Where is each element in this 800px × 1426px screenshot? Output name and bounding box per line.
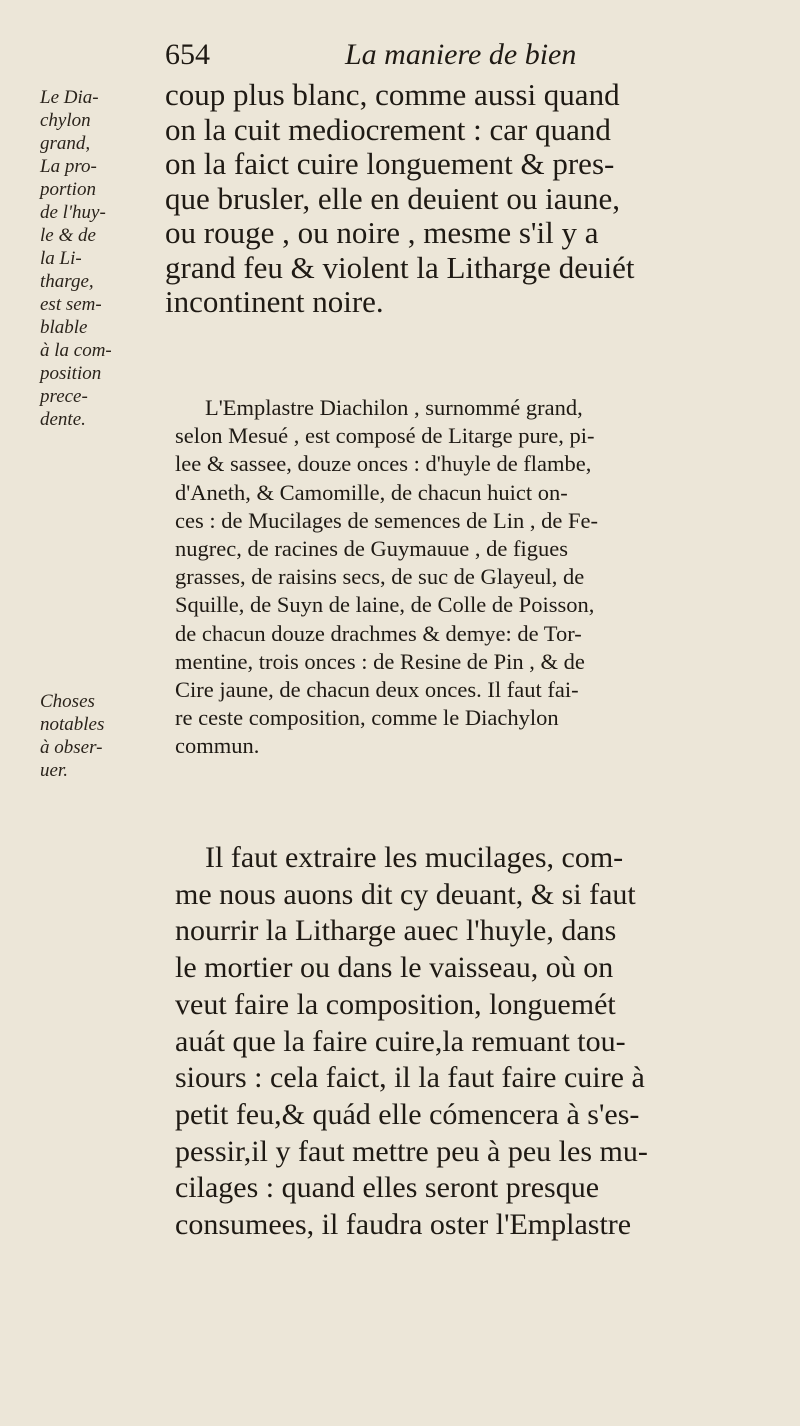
page-header [165,38,765,78]
text-line: que brusler, elle en deuient ou iaune, [165,180,620,216]
margin-line: la Li- [40,248,82,269]
paragraph-mucilages [175,840,785,1244]
margin-line: prece- [40,386,88,407]
text-line: coup plus blanc, comme aussi quand [165,77,620,112]
text-line: siours : cela faict, il la faut faire cuire à [175,1061,645,1095]
margin-note-choses [40,690,165,782]
margin-line: portion [40,179,96,200]
text-line: cilages : quand elles seront presque [175,1171,600,1205]
text-line: lee & sassee, douze onces : d'huyle de flambe, [175,451,592,477]
paragraph-emplastre-diachilon [175,394,785,761]
text-line: grand feu & violent la Litharge deuiét [165,249,635,285]
text-line: Il faut extraire les mucilages, com- [205,841,624,874]
margin-line: à obser- [40,737,103,758]
text-line: consumees, il faudra oster l'Emplastre [175,1208,632,1242]
margin-line: Choses [40,691,95,712]
margin-line: de l'huy- [40,202,106,223]
text-line: re ceste composition, comme le Diachylon [175,705,559,731]
text-line: mentine, trois onces : de Resine de Pin , & de [175,648,585,674]
text-line: nourrir la Litharge auec l'huyle, dans [175,914,617,948]
margin-line: dente. [40,409,86,430]
margin-line: grand, [40,133,91,154]
text-line: incontinent noire. [165,284,384,319]
margin-line: notables [40,714,105,735]
margin-line: La pro- [40,156,97,177]
running-head: La maniere de bien [345,38,577,71]
margin-line: blable [40,317,88,338]
text-line: d'Aneth, & Camomille, de chacun huict on- [175,479,568,505]
text-line: on la faict cuire longuement & pres- [165,146,615,181]
margin-line: le & de [40,225,96,246]
text-line: petit feu,& quád elle cómencera à s'es- [175,1097,640,1131]
margin-line: tharge, [40,271,94,292]
text-line: auát que la faire cuire,la remuant tou- [175,1024,626,1058]
margin-line: est sem- [40,294,102,315]
page-number: 654 [165,38,210,71]
text-line: ou rouge , ou noire , mesme s'il y a [165,215,599,250]
margin-note-diachylon [40,86,165,431]
paragraph-litharge-cuisson [165,78,785,320]
text-line: pessir,il y faut mettre peu à peu les mu- [175,1134,648,1168]
text-line: Squille, de Suyn de laine, de Colle de Poisson, [175,592,595,618]
margin-line: uer. [40,760,68,781]
text-line: selon Mesué , est composé de Litarge pure, pi- [175,423,595,449]
text-line: on la cuit mediocrement : car quand [165,111,611,147]
text-line: commun. [175,733,260,759]
text-line: me nous auons dit cy deuant, & si faut [175,877,636,911]
text-line: L'Emplastre Diachilon , surnommé grand, [205,395,583,420]
text-line: ces : de Mucilages de semences de Lin , de Fe- [175,507,598,533]
margin-line: à la com- [40,340,112,361]
text-line: grasses, de raisins secs, de suc de Glayeul, de [175,564,585,590]
text-line: de chacun douze drachmes & demye: de Tor- [175,620,582,646]
margin-line: position [40,363,102,384]
text-line: Cire jaune, de chacun deux onces. Il faut fai- [175,677,579,703]
text-line: le mortier ou dans le vaisseau, où on [175,951,614,985]
text-line: veut faire la composition, longuemét [175,987,616,1021]
margin-line: Le Dia- [40,87,99,108]
margin-line: chylon [40,110,91,131]
text-line: nugrec, de racines de Guymauue , de figues [175,536,568,562]
